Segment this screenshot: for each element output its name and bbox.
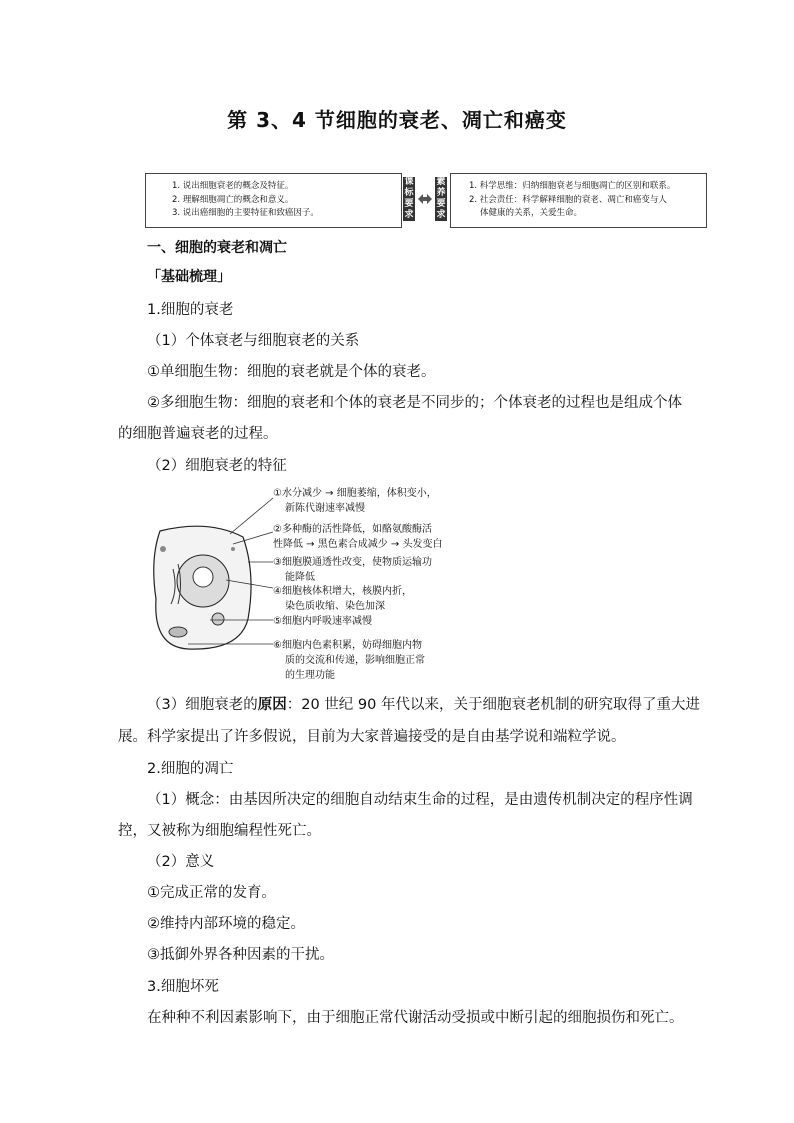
paragraph: （2）细胞衰老的特征	[147, 458, 287, 474]
curriculum-tag: 课标要求	[404, 177, 414, 220]
annotation-3: 能降低	[285, 572, 315, 583]
literacy-tag: 素养要求	[436, 177, 446, 220]
curriculum-item: 3. 说出癌细胞的主要特征和致癌因子。	[172, 208, 319, 218]
annotation-5: ⑤细胞内呼吸速率减慢	[273, 616, 372, 627]
paragraph: 的细胞普遍衰老的过程。	[118, 426, 278, 442]
paragraph: ①完成正常的发育。	[147, 885, 276, 901]
annotation-2: 性降低 → 黑色素合成减少 → 头发变白	[273, 539, 443, 550]
text: ：20 世纪 90 年代以来，关于细胞衰老机制的研究取得了重大进	[286, 697, 700, 713]
annotation-1: ①水分减少 → 细胞萎缩，体积变小，	[273, 488, 437, 499]
subsection-heading: 2.细胞的凋亡	[147, 761, 234, 777]
annotation-6: 的生理功能	[285, 670, 335, 681]
curriculum-item: 2. 理解细胞凋亡的概念和意义。	[172, 194, 294, 205]
literacy-item: 2. 社会责任：科学解释细胞的衰老、凋亡和癌变与人	[469, 194, 667, 205]
literacy-requirements	[450, 173, 707, 228]
annotation-3: ③细胞膜通透性改变，使物质运输功	[273, 557, 432, 568]
paragraph: 控，又被称为细胞编程性死亡。	[118, 823, 321, 839]
curriculum-requirements	[145, 173, 402, 228]
page-title: 第 3、4 节细胞的衰老、凋亡和癌变	[227, 108, 567, 132]
literacy-item: 体健康的关系，关爱生命。	[480, 208, 583, 218]
double-arrow-icon	[418, 193, 432, 205]
aging-cell-diagram	[148, 484, 468, 684]
bold-text: 原因	[257, 697, 287, 713]
subsection-heading: 1.细胞的衰老	[147, 302, 234, 318]
requirements-box	[145, 173, 707, 228]
paragraph: 在种种不利因素影响下，由于细胞正常代谢活动受损或中断引起的细胞损伤和死亡。	[147, 1010, 684, 1026]
paragraph: （1）概念：由基因所决定的细胞自动结束生命的过程，是由遗传机制决定的程序性调	[147, 792, 693, 808]
paragraph: ①单细胞生物：细胞的衰老就是个体的衰老。	[147, 364, 436, 380]
subsection-heading: 3.细胞坏死	[147, 979, 219, 995]
section-heading: 一、细胞的衰老和凋亡	[147, 240, 287, 256]
annotation-4: 染色质收缩、染色加深	[285, 601, 385, 612]
paragraph: （2）意义	[147, 854, 215, 870]
annotation-6: 质的交流和传递，影响细胞正常	[285, 655, 425, 666]
paragraph: ②多细胞生物：细胞的衰老和个体的衰老是不同步的；个体衰老的过程也是组成个体	[147, 395, 682, 411]
basic-review-tag: 「基础梳理」	[147, 269, 231, 285]
annotation-2: ②多种酶的活性降低，如酪氨酸酶活	[273, 524, 432, 535]
paragraph: （1）个体衰老与细胞衰老的关系	[147, 333, 360, 349]
literacy-item: 1. 科学思维：归纳细胞衰老与细胞凋亡的区别和联系。	[469, 181, 676, 191]
paragraph: 展。科学家提出了许多假说，目前为大家普遍接受的是自由基学说和端粒学说。	[118, 729, 626, 745]
paragraph	[147, 695, 700, 715]
annotation-4: ④细胞核体积增大，核膜内折，	[273, 586, 412, 597]
paragraph: ③抵御外界各种因素的干扰。	[147, 947, 334, 963]
paragraph: ②维持内部环境的稳定。	[147, 916, 305, 932]
annotation-1: 新陈代谢速率减慢	[285, 503, 365, 514]
curriculum-item: 1. 说出细胞衰老的概念及特征。	[172, 181, 294, 191]
text: （3）细胞衰老的	[147, 697, 258, 713]
annotation-6: ⑥细胞内色素积累，妨碍细胞内物	[273, 640, 422, 651]
